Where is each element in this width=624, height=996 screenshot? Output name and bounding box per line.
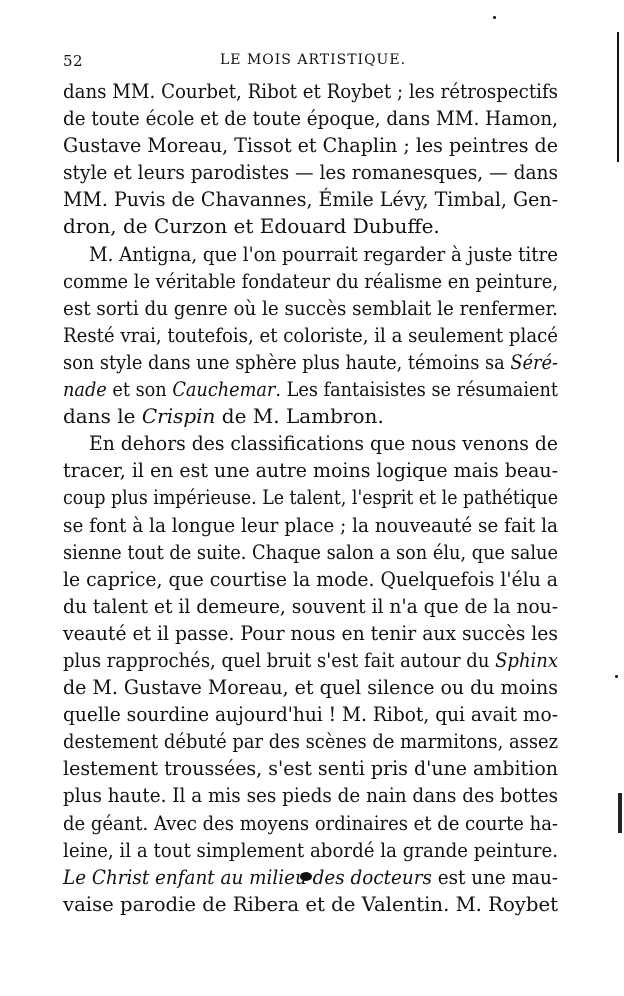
text-segment: de M. Lambron. <box>215 404 384 429</box>
running-title: LE MOIS ARTISTIQUE. <box>220 52 407 68</box>
text-segment: dans MM. Courbet, Ribot et Roybet ; les rétrospectifs <box>63 79 558 103</box>
text-segment: du talent et il demeure, souvent il n'a que de la nou- <box>63 593 558 618</box>
text-segment: plus rapprochés, quel bruit s'est fait autour du <box>63 647 496 672</box>
italic-title: Séré- <box>510 349 558 374</box>
text-segment: plus haute. Il a mis ses pieds de nain dans des bottes <box>63 783 558 808</box>
text-line <box>63 566 558 593</box>
text-segment: M. Antigna, que l'on pourrait regarder à juste titre <box>89 241 558 266</box>
text-line <box>63 674 558 701</box>
text-line <box>63 322 558 349</box>
text-segment: de M. Gustave Moreau, et quel silence ou du moins <box>63 675 558 700</box>
text-line <box>63 728 558 755</box>
text-line <box>63 430 558 457</box>
page-speck <box>615 675 618 678</box>
page-edge-shadow <box>617 32 619 162</box>
text-segment: se font à la longue leur place ; la nouveauté se fait la <box>63 512 558 537</box>
text-line <box>63 295 558 322</box>
text-segment: son style dans une sphère plus haute, témoins sa <box>63 349 511 374</box>
text-segment: coup plus impérieuse. Le talent, l'esprit et le pathétique <box>63 485 558 510</box>
text-line <box>63 186 558 213</box>
text-line <box>63 78 558 105</box>
text-line <box>63 457 558 484</box>
italic-title: Crispin <box>141 404 216 429</box>
text-segment: Resté vrai, toutefois, et coloriste, il a seulement placé <box>63 322 558 347</box>
text-segment: Gustave Moreau, Tissot et Chaplin ; les peintres de <box>63 133 558 158</box>
italic-title: Sphinx <box>495 647 558 672</box>
text-segment: et son <box>106 377 173 402</box>
page-number: 52 <box>63 52 84 70</box>
text-line <box>63 376 558 403</box>
text-line <box>63 837 558 864</box>
text-segment: . Les fantaisistes se résumaient <box>275 377 558 402</box>
text-line <box>63 810 558 837</box>
page-header <box>63 52 558 76</box>
text-segment: sienne tout de suite. Chaque salon a son élu, que salue <box>63 539 558 564</box>
text-line <box>63 701 558 728</box>
text-line <box>63 512 558 539</box>
text-segment: dron, de Curzon et Edouard Dubuffe. <box>63 214 440 239</box>
text-line <box>63 539 558 566</box>
text-segment: tracer, il en est une autre moins logique mais beau- <box>63 458 558 483</box>
text-segment: le caprice, que courtise la mode. Quelquefois l'élu a <box>63 566 558 591</box>
text-line <box>63 403 558 430</box>
text-line <box>63 132 558 159</box>
text-line <box>63 593 558 620</box>
text-line <box>63 782 558 809</box>
text-line <box>63 268 558 295</box>
text-line <box>63 891 558 918</box>
text-segment: est une mau- <box>431 864 558 889</box>
text-line <box>63 105 558 132</box>
text-segment: En dehors des classifications que nous venons de <box>89 431 558 456</box>
text-line <box>63 755 558 782</box>
body-text <box>63 78 558 918</box>
text-segment: MM. Puvis de Chavannes, Émile Lévy, Timbal, Gen- <box>63 187 558 212</box>
italic-title: Le Christ enfant au milieu des docteurs <box>63 864 432 889</box>
text-line <box>63 620 558 647</box>
page-speck <box>493 16 496 19</box>
italic-title: Cauchemar <box>172 377 276 402</box>
text-line <box>63 864 558 891</box>
text-segment: veauté et il passe. Pour nous en tenir aux succès les <box>63 620 558 645</box>
text-segment: destement débuté par des scènes de marmitons, assez <box>63 729 558 754</box>
text-segment: lestement troussées, s'est senti pris d'une ambition <box>63 756 558 781</box>
text-segment: dans le <box>63 404 142 429</box>
text-segment: style et leurs parodistes — les romanesques, — dans <box>63 160 558 185</box>
page-edge-shadow <box>618 793 622 833</box>
italic-title: nade <box>63 377 107 402</box>
text-segment: de toute école et de toute époque, dans MM. Hamon, <box>63 106 558 131</box>
text-line <box>63 213 558 240</box>
text-line <box>63 159 558 186</box>
text-segment: comme le véritable fondateur du réalisme en peinture, <box>63 268 558 293</box>
text-line <box>63 349 558 376</box>
text-segment: quelle sourdine aujourd'hui ! M. Ribot, qui avait mo- <box>63 702 558 727</box>
text-line <box>63 484 558 511</box>
text-segment: leine, il a tout simplement abordé la grande peinture. <box>63 837 558 862</box>
text-segment: de géant. Avec des moyens ordinaires et de courte ha- <box>63 810 558 835</box>
text-line <box>63 241 558 268</box>
text-segment: est sorti du genre où le succès semblait le renfermer. <box>63 295 558 320</box>
text-segment: vaise parodie de Ribera et de Valentin. M. Roybet <box>63 891 558 916</box>
text-line <box>63 647 558 674</box>
